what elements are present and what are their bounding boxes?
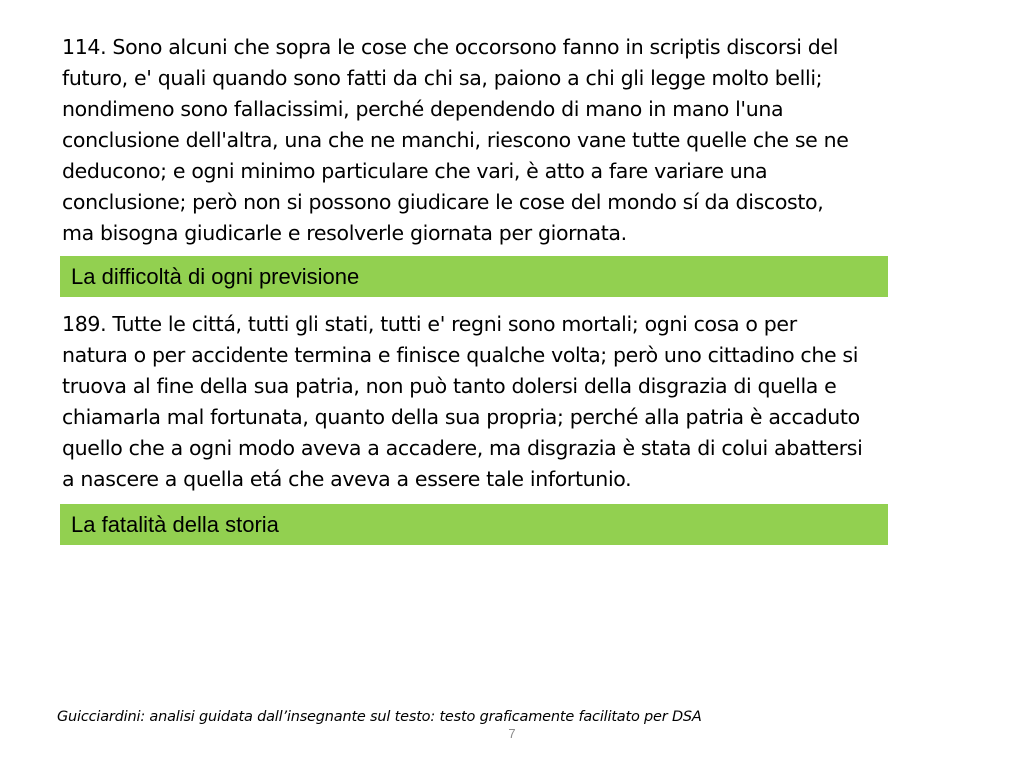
footer-caption: Guicciardini: analisi guidata dall’insegnante sul testo: testo graficamente facilitato per DSA bbox=[57, 709, 702, 725]
section-banner-difficolta-previsione: La difficoltà di ogni previsione bbox=[60, 256, 888, 297]
quote-189-paragraph: 189. Tutte le cittá, tutti gli stati, tutti e' regni sono mortali; ogni cosa o per natura o per accidente termina e finisce qualche volta; però uno cittadino che si truova al fine della sua patria, non può tanto dolersi della disgrazia di quella e chiamarla mal fortunata, quanto della sua propria; perché alla patria è accaduto quello che a ogni modo aveva a accadere, ma disgrazia è stata di colui abattersi a nascere a quella etá che aveva a essere tale infortunio. bbox=[62, 312, 863, 491]
quote-114-paragraph: 114. Sono alcuni che sopra le cose che occorsono fanno in scriptis discorsi del futuro, e' quali quando sono fatti da chi sa, paiono a chi gli legge molto belli; nondimeno sono fallacissimi, perché dependendo di mano in mano l'una conclusione dell'altra, una che ne manchi, riescono vane tutte quelle che se ne deducono; e ogni minimo particulare che vari, è atto a fare variare una conclusione; però non si possono giudicare le cose del mondo sí da discosto, ma bisogna giudicarle e resolverle giornata per giornata. bbox=[62, 35, 849, 245]
page-number: 7 bbox=[508, 726, 516, 741]
section-banner-fatalita-storia: La fatalità della storia bbox=[60, 504, 888, 545]
